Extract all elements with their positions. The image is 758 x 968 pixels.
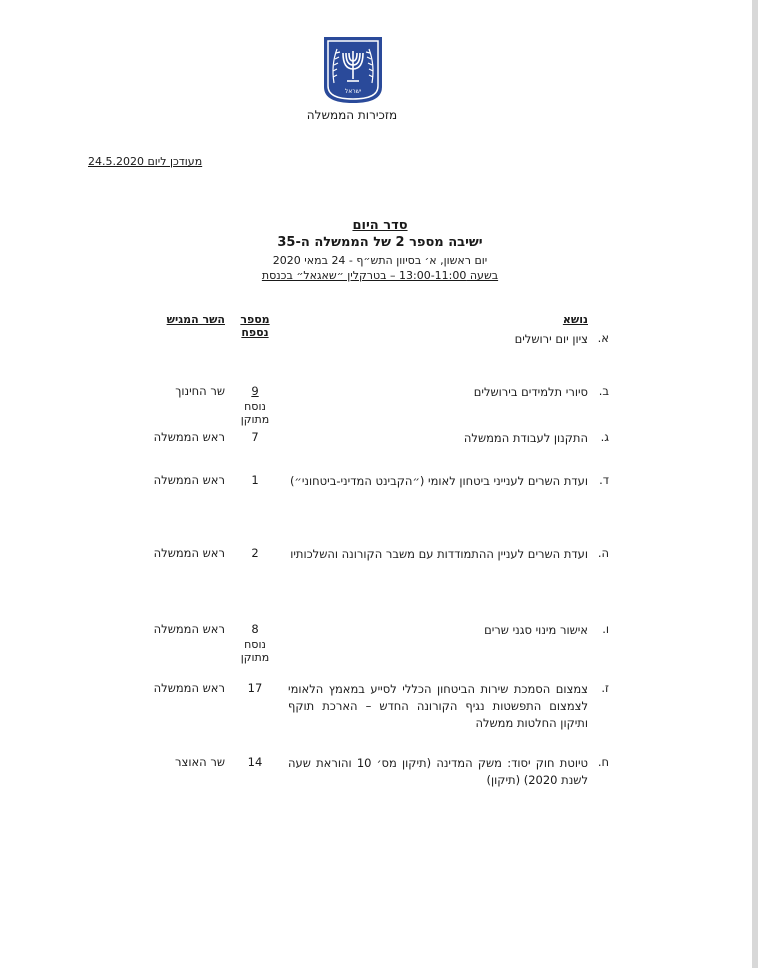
updated-date: מעודכן ליום 24.5.2020 [88,155,203,168]
item-topic: אישור מינוי סגני שרים [484,623,588,637]
emblem-text: ישראל [344,88,362,95]
item-letter: ו. [602,622,609,636]
agenda-header [200,218,560,282]
item-letter: ז. [601,681,609,695]
item-topic: צמצום הסמכת שירות הביטחון הכללי לסייע במאמץ הלאומי לצמצום התפשטות נגיף הקורונה החדש – הארכת תוקף ותיקון החלטות ממשלה [288,682,588,730]
meeting-time-place: בשעה 13:00-11:00 – בטרקלין ״שאגאל״ בכנסת [261,269,499,282]
item-letter: ג. [600,430,609,444]
meeting-subtitle: ישיבה מספר 2 של הממשלה ה-35 [277,235,483,250]
agenda-title: סדר היום [352,218,408,233]
item-number: 8 נוסח מתוקן [240,622,270,664]
item-letter: א. [597,331,609,345]
item-number: 1 [251,473,259,487]
page-edge [752,0,758,968]
item-number: 9 נוסח מתוקן [240,384,270,426]
item-number [230,331,280,333]
meeting-date: יום ראשון, א׳ בסיוון התש״ף - 24 במאי 2020 [272,254,488,267]
item-topic: טיוטת חוק יסוד: משק המדינה (תיקון מס׳ 10 והוראת שעה לשנת 2020) (תיקון) [288,756,588,787]
item-topic: התקנון לעבודת הממשלה [463,431,588,445]
item-minister: ראש הממשלה [153,546,225,560]
office-name: מזכירות הממשלה [306,108,398,122]
item-topic: ועדת השרים לעניין ההתמודדות עם משבר הקורונה והשלכותיו [290,547,588,561]
item-minister: ראש הממשלה [153,681,225,695]
item-topic: סיורי תלמידים בירושלים [473,385,588,399]
item-minister: ראש הממשלה [153,430,225,444]
item-minister: שר החינוך [175,384,225,398]
column-number-header: מספר נספח [240,313,270,339]
item-topic: ועדת השרים לענייני ביטחון לאומי (״הקבינט המדיני-ביטחוני״) [289,474,588,488]
state-emblem-icon [322,35,384,105]
item-number: 17 [247,681,263,695]
item-minister: ראש הממשלה [153,473,225,487]
column-topic-header: נושא [562,313,588,326]
item-topic: ציון יום ירושלים [514,332,588,346]
item-letter: ה. [597,546,609,560]
item-number: 2 [251,546,259,560]
item-letter: ח. [597,755,609,769]
item-minister: ראש הממשלה [153,622,225,636]
item-letter: ב. [598,384,609,398]
item-minister: שר האוצר [175,755,225,769]
item-number: 14 [247,755,263,769]
column-minister-header: השר המגיש [166,313,225,326]
item-letter: ד. [599,473,609,487]
item-number: 7 [251,430,259,444]
